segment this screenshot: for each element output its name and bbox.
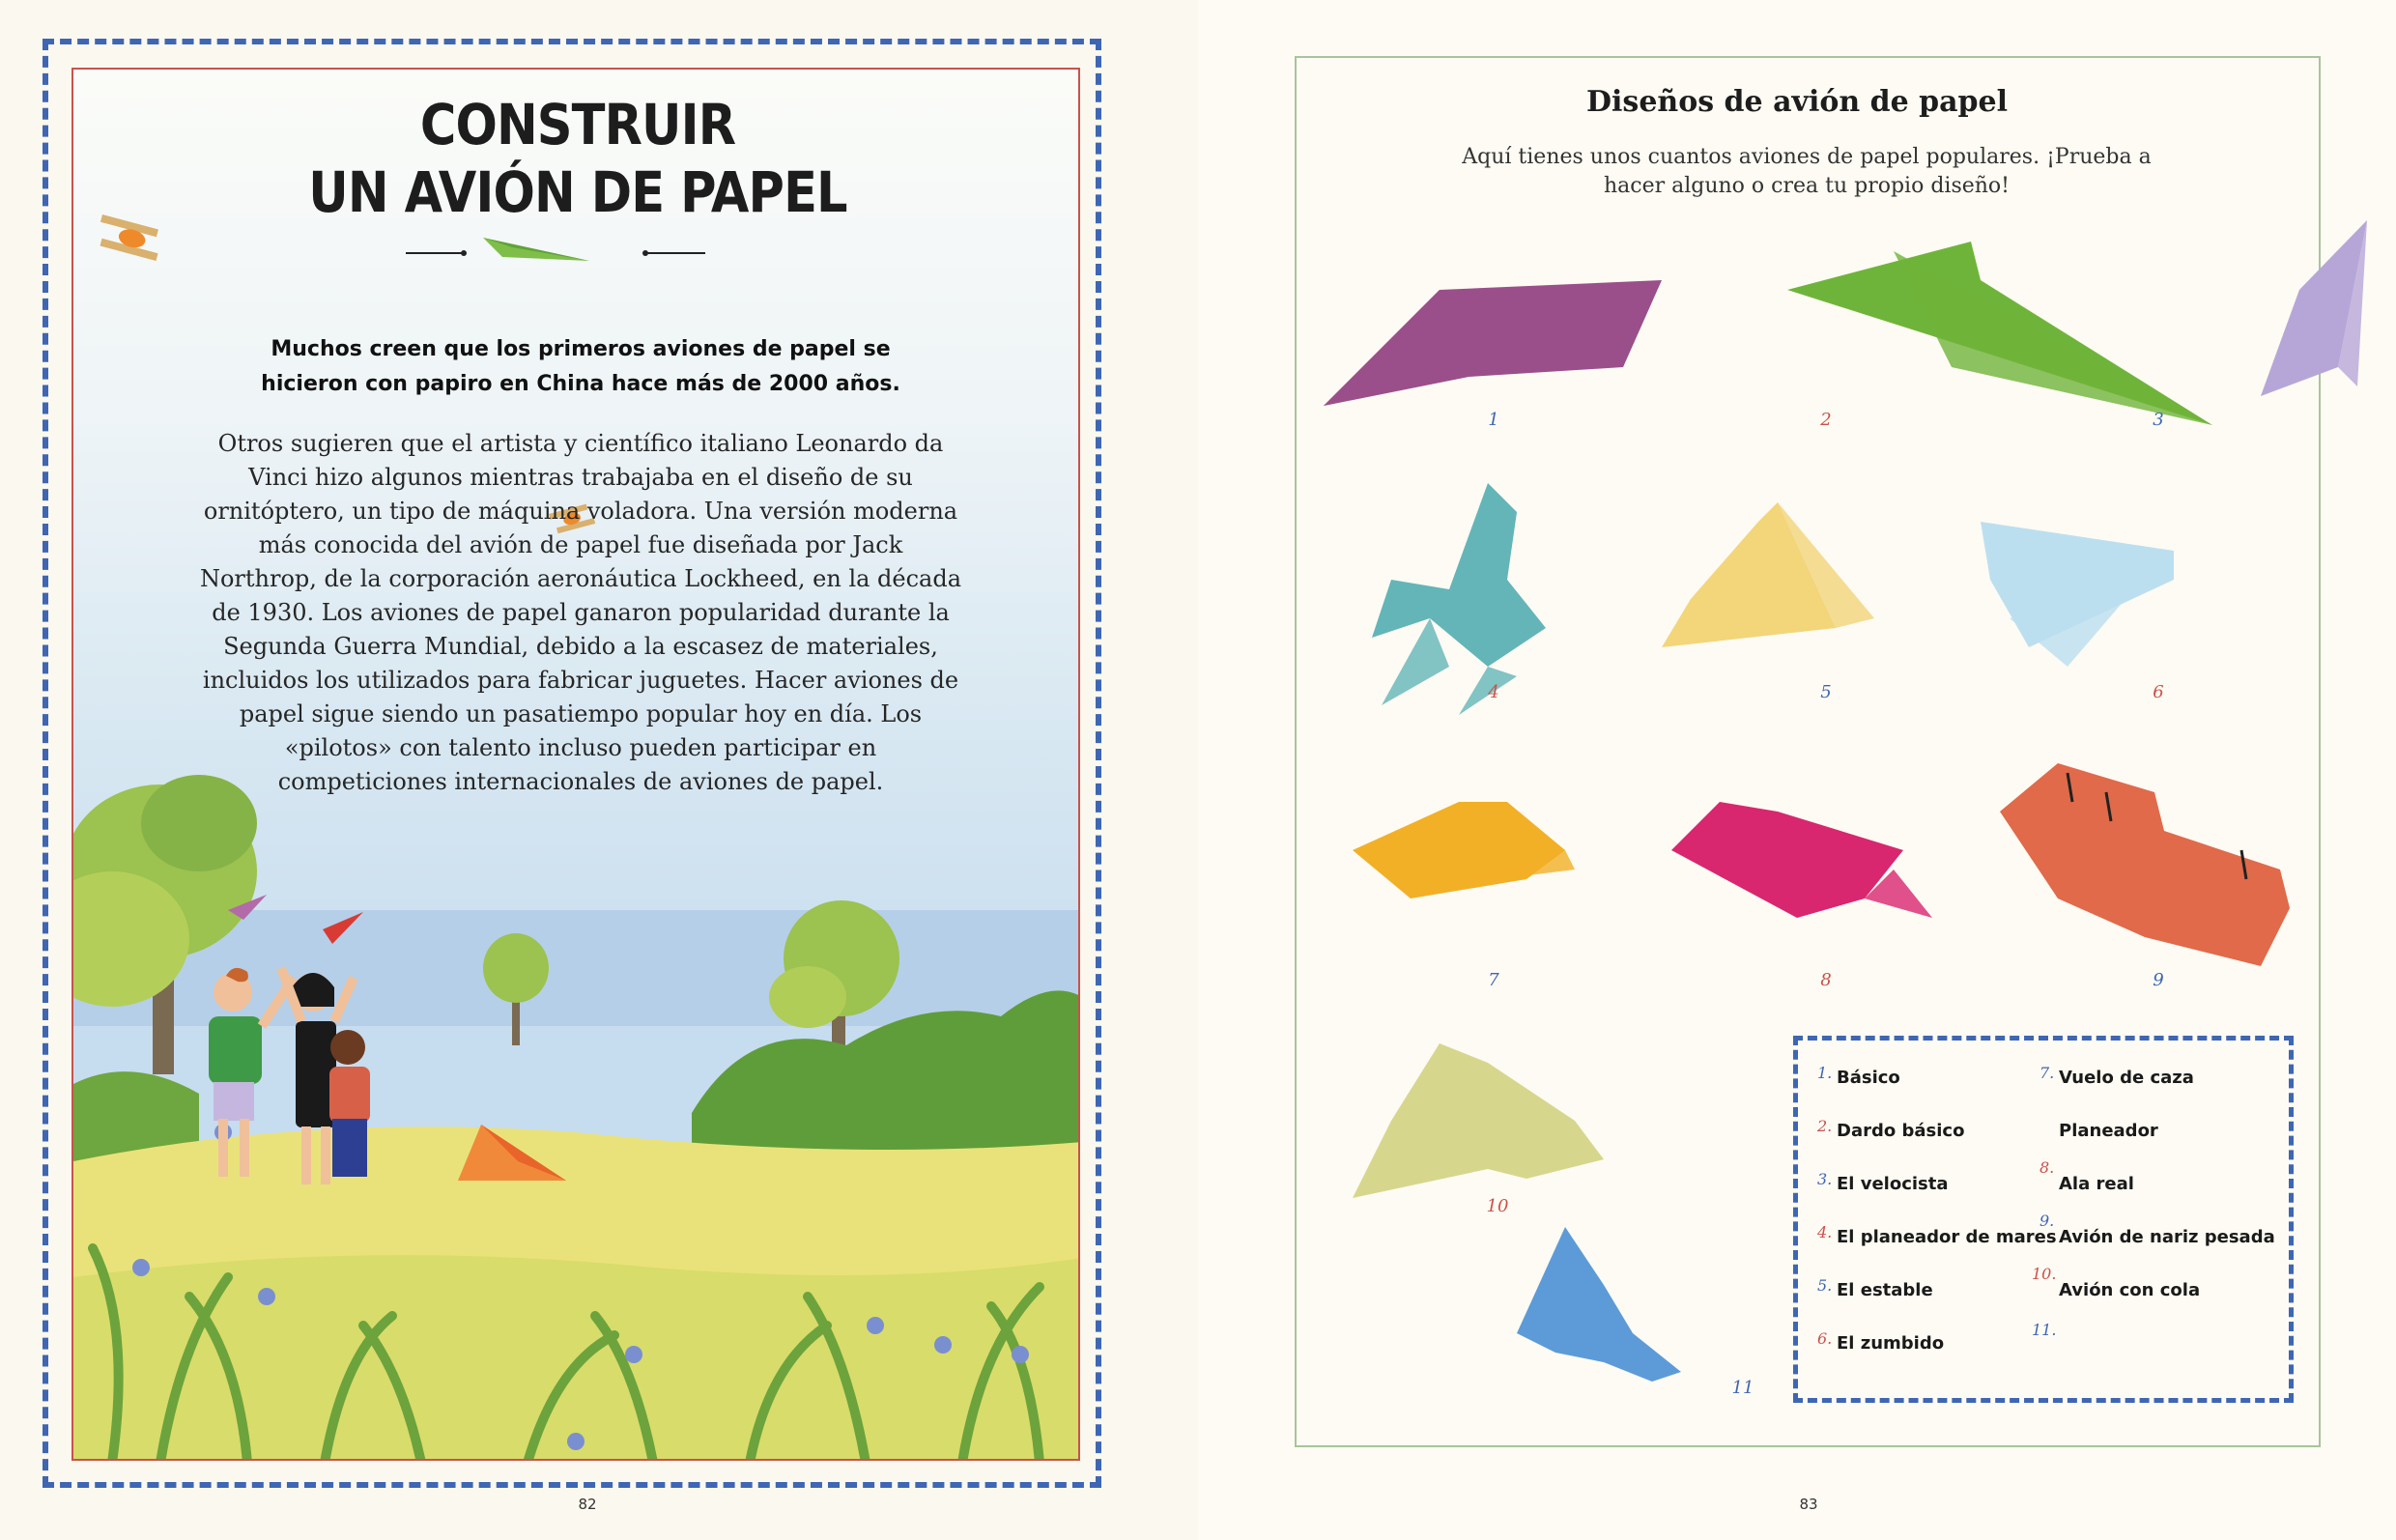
legend-label-3: El velocista — [1837, 1174, 1949, 1194]
plane-number-11: 11 — [1731, 1378, 1754, 1398]
plane-9 — [2000, 763, 2290, 966]
left-illustrated-panel — [71, 68, 1080, 1461]
legend-label-4: El planeador de mares — [1837, 1227, 2057, 1247]
plane-number-6: 6 — [2153, 682, 2164, 702]
plane-number-8: 8 — [1820, 970, 1832, 990]
child-right — [329, 1030, 370, 1177]
legend-box — [1793, 1036, 2294, 1403]
right-page — [1198, 0, 2396, 1540]
legend-label-5: El estable — [1837, 1280, 1933, 1300]
plane-number-3: 3 — [2153, 410, 2164, 430]
legend-num-11: 11. — [2032, 1321, 2057, 1339]
legend-num-8: 8. — [2039, 1158, 2055, 1177]
plane-6 — [1981, 522, 2174, 667]
legend-label-8: Ala real — [2059, 1174, 2134, 1194]
plane-1 — [1324, 280, 1662, 406]
plane-10 — [1353, 1043, 1604, 1198]
title-line-1: CONSTRUIR — [419, 92, 736, 157]
plane-number-10: 10 — [1486, 1196, 1509, 1216]
plane-number-2: 2 — [1820, 410, 1832, 430]
plane-number-7: 7 — [1488, 970, 1499, 990]
legend-num-9: 9. — [2039, 1212, 2055, 1230]
plane-number-9: 9 — [2153, 970, 2164, 990]
tree-middle — [483, 933, 549, 1045]
plane-number-4: 4 — [1488, 682, 1499, 702]
designs-title: Diseños de avión de papel — [1586, 85, 2008, 119]
plane-7 — [1353, 802, 1575, 898]
legend-num-6: 6. — [1817, 1329, 1833, 1348]
legend-num-7: 7. — [2039, 1064, 2055, 1082]
legend-num-5: 5. — [1817, 1276, 1833, 1295]
intro-text: Muchos creen que los primeros aviones de papel se hicieron con papiro en China hace más de 2000 años. — [261, 337, 900, 396]
plane-2 — [1787, 242, 2212, 425]
body-text: Otros sugieren que el artista y científico italiano Leonardo da Vinci hizo algunos mientras trabajaba en el diseño de su ornitóptero, un tipo de máquina voladora. Una versión moderna más conocida del avión de papel fue diseñada por Jack Northrop, de la corporación aeronáutica Lockheed, en la década de 1930. Los aviones de papel ganaron popularidad durante la Segunda Guerra Mundial, debido a la escasez de materiales, incluidos los utilizados para fabricar juguetes. Hacer aviones de papel sigue siendo un pasatiempo popular hoy en día. Los «pilotos» con talento incluso pueden participar en competiciones internacionales de aviones de papel. — [199, 430, 962, 795]
legend-label-10: Avión con cola — [2059, 1280, 2201, 1300]
legend-label-6: El zumbido — [1837, 1333, 1945, 1354]
legend-label-7b: Planeador — [2059, 1121, 2158, 1141]
title-line-2: UN AVIÓN DE PAPEL — [308, 159, 847, 225]
legend-num-10: 10. — [2032, 1265, 2057, 1283]
legend-num-3: 3. — [1817, 1170, 1833, 1188]
plane-8 — [1671, 802, 1932, 918]
page-number-left: 82 — [578, 1496, 597, 1513]
plane-4 — [1372, 483, 1546, 715]
page-number-right: 83 — [1799, 1496, 1818, 1513]
legend-num-2: 2. — [1817, 1117, 1833, 1135]
legend-label-2: Dardo básico — [1837, 1121, 1965, 1141]
legend-num-1: 1. — [1817, 1064, 1833, 1082]
legend-label-7: Vuelo de caza — [2059, 1068, 2194, 1088]
plane-number-1: 1 — [1488, 410, 1499, 430]
plane-number-5: 5 — [1820, 682, 1832, 702]
plane-3 — [2261, 220, 2367, 396]
plane-11 — [1517, 1227, 1681, 1382]
page-title — [134, 91, 1022, 226]
plane-5 — [1662, 502, 1874, 647]
legend-num-4: 4. — [1817, 1223, 1833, 1241]
designs-subtitle: Aquí tienes unos cuantos aviones de papel populares. ¡Prueba a hacer alguno o crea tu propio diseño! — [1462, 145, 2152, 198]
legend-label-9: Avión de nariz pesada — [2059, 1227, 2275, 1247]
legend-label-1: Básico — [1837, 1068, 1900, 1088]
title-ornament — [406, 232, 754, 271]
